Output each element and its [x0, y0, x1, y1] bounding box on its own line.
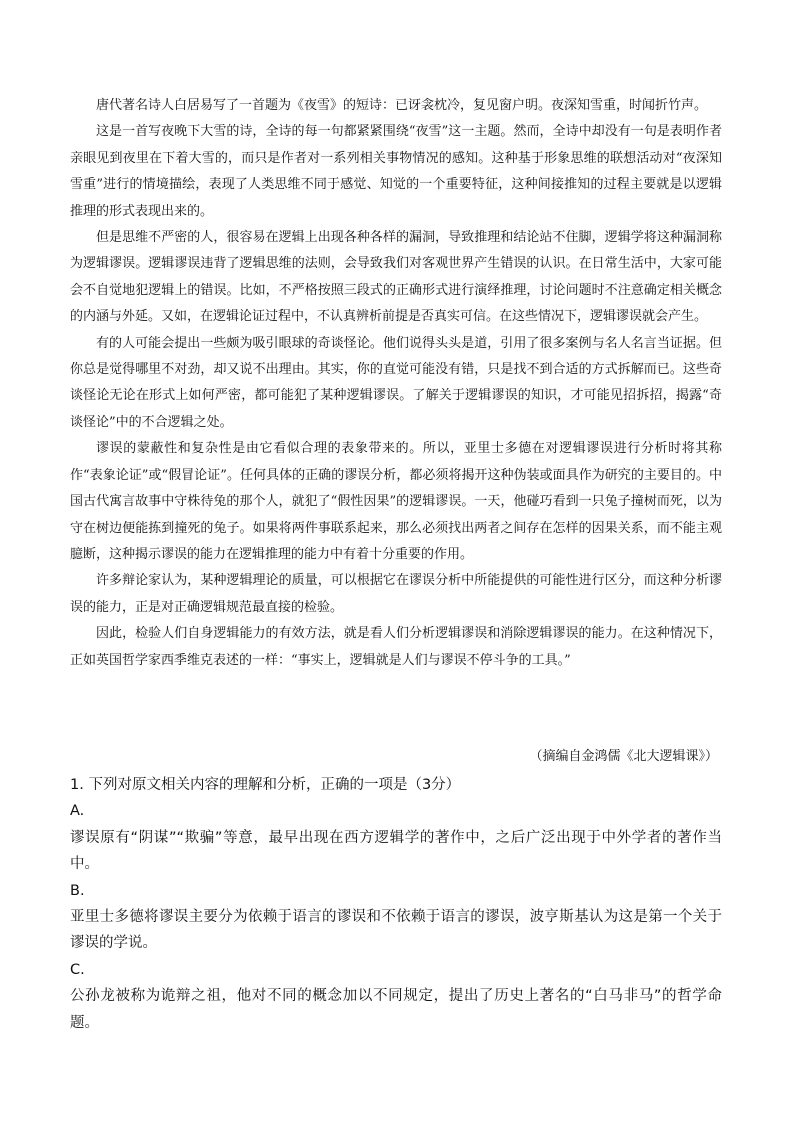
question-stem: 1. 下列对原文相关内容的理解和分析，正确的一项是（3分） — [70, 777, 461, 793]
passage-paragraph: 这是一首写夜晚下大雪的诗，全诗的每一句都紧紧围绕“夜雪”这一主题。然而，全诗中却没有一句是表明作者亲眼见到夜里在下着大雪的，而只是作者对一系列相关事物情况的感知。这种基于形象思维的联想活动对“夜深知雪重”进行的情境描绘，表现了人类思维不同于感觉、知觉的一个重要特征，这种间接推知的过程主要就是以逻辑推理的形式表现出来的。 — [70, 124, 722, 219]
option-letter: A. — [70, 803, 85, 820]
option-c — [70, 957, 722, 1036]
passage-paragraph: 谬误的蒙蔽性和复杂性是由它看似合理的表象带来的。所以，亚里士多德在对逻辑谬误进行分析时将其称作“表象论证”或“假冒论证”。任何具体的正确的谬误分析，都必须将揭开这种伪装或面具作为研究的主要目的。中国古代寓言故事中守株待兔的那个人，就犯了“假性因果”的逻辑谬误。一天，他碰巧看到一只兔子撞树而死，以为守在树边便能拣到撞死的兔子。如果将两件事联系起来，那么必须找出两者之间存在怎样的因果关系，而不能主观臆断，这种揭示谬误的能力在逻辑推理的能力中有着十分重要的作用。 — [70, 441, 722, 562]
passage-source: （摘编自金鸿儒《北大逻辑课》） — [529, 749, 718, 764]
passage-paragraph: 因此，检验人们自身逻辑能力的有效方法，就是看人们分析逻辑谬误和消除逻辑谬误的能力。在这种情况下，正如英国哲学家西季维克表述的一样：“事实上，逻辑就是人们与谬误不停斗争的工具。” — [70, 626, 722, 668]
reading-passage — [70, 93, 722, 674]
option-letter: C. — [70, 961, 85, 978]
passage-paragraph: 有的人可能会提出一些颇为吸引眼球的奇谈怪论。他们说得头头是道，引用了很多案例与名人名言当证据。但你总是觉得哪里不对劲，却又说不出理由。其实，你的直觉可能没有错，只是找不到合适的方式拆解而已。这些奇谈怪论无论在形式上如何严密，都可能犯了某种逻辑谬误。了解关于逻辑谬误的知识，才可能见招拆招，揭露“奇谈怪论”中的不合逻辑之处。 — [70, 335, 722, 430]
passage-paragraph: 但是思维不严密的人，很容易在逻辑上出现各种各样的漏洞，导致推理和结论站不住脚，逻辑学将这种漏洞称为逻辑谬误。逻辑谬误违背了逻辑思维的法则，会导致我们对客观世界产生错误的认识。在日常生活中，大家可能会不自觉地犯逻辑上的错误。比如，不严格按照三段式的正确形式进行演绎推理，讨论问题时不注意确定相关概念的内涵与外延。又如，在逻辑论证过程中，不认真辨析前提是否真实可信。在这些情况下，逻辑谬误就会产生。 — [70, 230, 722, 325]
option-letter: B. — [70, 882, 85, 899]
option-a — [70, 798, 722, 877]
option-b — [70, 878, 722, 957]
option-text: 亚里士多德将谬误主要分为依赖于语言的谬误和不依赖于语言的谬误，波亨斯基认为这是第一个关于谬误的学说。 — [70, 909, 722, 952]
option-text: 谬误原有“阴谋”“欺骗”等意，最早出现在西方逻辑学的著作中，之后广泛出现于中外学者的著作当中。 — [70, 829, 722, 873]
passage-paragraph: 唐代著名诗人白居易写了一首题为《夜雪》的短诗：已讶衾枕冷，复见窗户明。夜深知雪重，时闻折竹声。 — [96, 98, 708, 113]
option-text: 公孙龙被称为诡辩之祖，他对不同的概念加以不同规定，提出了历史上著名的“白马非马”的哲学命题。 — [70, 988, 722, 1031]
passage-paragraph: 许多辩论家认为，某种逻辑理论的质量，可以根据它在谬误分析中所能提供的可能性进行区分，而这种分析谬误的能力，正是对正确逻辑规范最直接的检验。 — [70, 573, 722, 615]
question-block — [70, 772, 722, 1036]
